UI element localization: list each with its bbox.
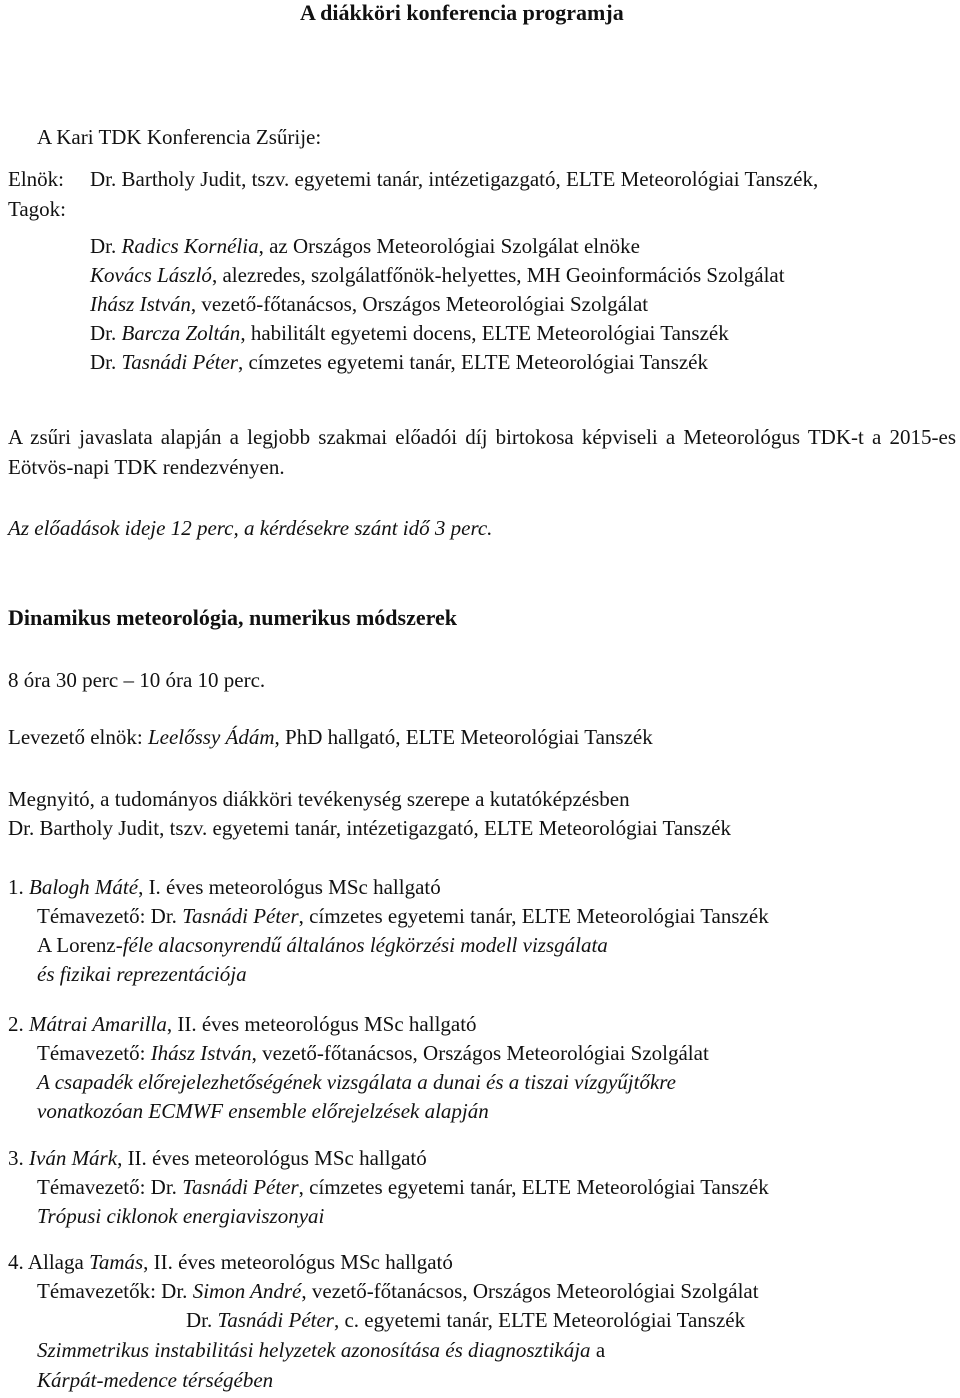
timing-note: Az előadások ideje 12 perc, a kérdésekre szánt idő 3 perc. xyxy=(8,516,493,540)
talk-advisor: Témavezetők: Dr. Simon André, vezető-főtanácsos, Országos Meteorológiai Szolgálat xyxy=(37,1279,759,1303)
member-name: Ihász István xyxy=(90,292,191,316)
talk-speaker: 1. Balogh Máté, I. éves meteorológus MSc hallgató xyxy=(8,875,441,899)
award-note: A zsűri javaslata alapján a legjobb szakmai előadói díj birtokosa képviseli a Meteorológus TDK-t a 2015-es Eötvös-napi TDK rendezvényen. xyxy=(8,425,956,479)
member-name: Tasnádi Péter xyxy=(121,350,238,374)
jury-chair: Dr. Bartholy Judit, tszv. egyetemi tanár, intézetigazgató, ELTE Meteorológiai Tanszék, xyxy=(90,167,819,191)
talk-title: A csapadék előrejelezhetőségének vizsgálata a dunai és a tiszai vízgyűjtőkre xyxy=(37,1070,676,1094)
member-prefix: Dr. xyxy=(90,350,122,374)
member-name: Barcza Zoltán xyxy=(121,321,241,345)
jury-members-label: Tagok: xyxy=(8,197,67,221)
opening-title: Megnyitó, a tudományos diákköri tevékenység szerepe a kutatóképzésben xyxy=(8,787,630,811)
page-title: A diákköri konferencia programja xyxy=(300,0,624,25)
jury-member xyxy=(90,349,708,375)
talk-speaker: 3. Iván Márk, II. éves meteorológus MSc hallgató xyxy=(8,1146,427,1170)
member-role: , habilitált egyetemi docens, ELTE Meteorológiai Tanszék xyxy=(240,321,729,345)
section-chair xyxy=(8,724,653,750)
talk-advisor: Témavezető: Ihász István, vezető-főtanácsos, Országos Meteorológiai Szolgálat xyxy=(37,1041,709,1065)
talk-title: Trópusi ciklonok energiaviszonyai xyxy=(37,1204,325,1228)
talk-title: Szimmetrikus instabilitási helyzetek azonosítása és diagnosztikája a xyxy=(37,1338,606,1362)
chair-label: Levezető elnök: xyxy=(8,725,148,749)
talk-title-cont: Kárpát-medence térségében xyxy=(37,1368,274,1392)
member-role: , vezető-főtanácsos, Országos Meteorológiai Szolgálat xyxy=(190,292,649,316)
member-name: Kovács László xyxy=(90,263,212,287)
jury-member xyxy=(90,320,729,346)
talk-advisor: Témavezető: Dr. Tasnádi Péter, címzetes egyetemi tanár, ELTE Meteorológiai Tanszék xyxy=(37,1175,769,1199)
jury-member xyxy=(90,233,640,259)
member-prefix: Dr. xyxy=(90,234,122,258)
member-role: , címzetes egyetemi tanár, ELTE Meteorológiai Tanszék xyxy=(237,350,709,374)
chair-name: Leelőssy Ádám xyxy=(147,725,275,749)
talk-advisor-2: Dr. Tasnádi Péter, c. egyetemi tanár, ELTE Meteorológiai Tanszék xyxy=(186,1308,746,1332)
talk-title: A Lorenz-féle alacsonyrendű általános légkörzési modell vizsgálata xyxy=(37,933,608,957)
member-role: , az Országos Meteorológiai Szolgálat elnöke xyxy=(258,234,640,258)
section-heading: Dinamikus meteorológia, numerikus módszerek xyxy=(8,605,457,630)
jury-member xyxy=(90,262,785,288)
member-role: , alezredes, szolgálatfőnök-helyettes, MH Geoinformációs Szolgálat xyxy=(211,263,785,287)
member-prefix: Dr. xyxy=(90,321,122,345)
jury-member xyxy=(90,291,648,317)
member-name: Radics Kornélia xyxy=(121,234,259,258)
talk-speaker: 4. Allaga Tamás, II. éves meteorológus MSc hallgató xyxy=(8,1250,453,1274)
jury-heading: A Kari TDK Konferencia Zsűrije: xyxy=(37,125,322,149)
talk-speaker: 2. Mátrai Amarilla, II. éves meteorológus MSc hallgató xyxy=(8,1012,477,1036)
section-time: 8 óra 30 perc – 10 óra 10 perc. xyxy=(8,668,266,692)
talk-advisor: Témavezető: Dr. Tasnádi Péter, címzetes egyetemi tanár, ELTE Meteorológiai Tanszék xyxy=(37,904,769,928)
opening-speaker: Dr. Bartholy Judit, tszv. egyetemi tanár, intézetigazgató, ELTE Meteorológiai Tanszék xyxy=(8,816,731,840)
jury-chair-label: Elnök: xyxy=(8,167,64,191)
talk-title-cont: vonatkozóan ECMWF ensemble előrejelzések alapján xyxy=(37,1099,489,1123)
chair-role: , PhD hallgató, ELTE Meteorológiai Tanszék xyxy=(274,725,653,749)
talk-title-cont: és fizikai reprezentációja xyxy=(37,962,247,986)
